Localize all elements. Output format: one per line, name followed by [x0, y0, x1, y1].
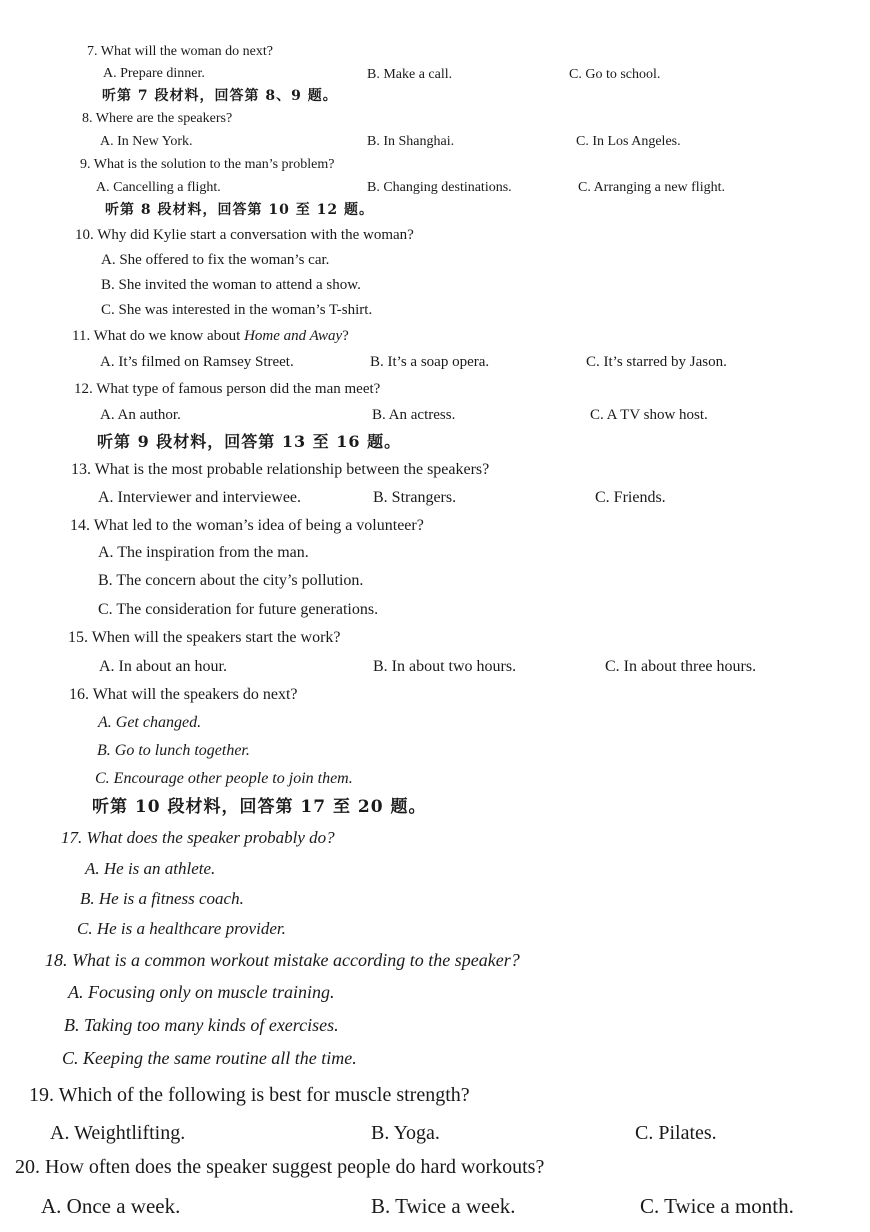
q12-option-b: B. An actress.: [372, 407, 456, 423]
q15-option-c: C. In about three hours.: [605, 658, 757, 675]
q11-stem-text: 11. What do we know about: [72, 328, 245, 344]
q19-option-b: B. Yoga.: [371, 1122, 440, 1144]
q10-option-b: B. She invited the woman to attend a show.: [101, 277, 361, 293]
q11-show-title: Home and Away: [244, 328, 343, 344]
q11-stem-end: ?: [342, 328, 349, 344]
q7-option-c: C. Go to school.: [569, 67, 661, 82]
question-17-stem: 17. What does the speaker probably do?: [61, 828, 335, 847]
q17-option-c: C. He is a healthcare provider.: [77, 919, 286, 938]
question-8-stem: 8. Where are the speakers?: [82, 111, 233, 126]
q17-option-b: B. He is a fitness coach.: [80, 889, 244, 908]
q9-option-b: B. Changing destinations.: [367, 180, 512, 195]
q12-option-c: C. A TV show host.: [590, 407, 708, 423]
question-9-stem: 9. What is the solution to the man’s problem?: [80, 157, 335, 172]
section-heading-9: 听第 9 段材料，回答第 13 至 16 题。: [97, 432, 402, 451]
q14-option-c: C. The consideration for future generations.: [98, 601, 379, 618]
q19-option-a: A. Weightlifting.: [50, 1122, 186, 1144]
question-12-stem: 12. What type of famous person did the man meet?: [74, 381, 381, 397]
q15-option-b: B. In about two hours.: [373, 658, 517, 675]
q16-option-a: A. Get changed.: [98, 714, 202, 731]
q11-option-c: C. It’s starred by Jason.: [586, 354, 727, 370]
question-16-stem: 16. What will the speakers do next?: [69, 686, 298, 703]
q12-option-a: A. An author.: [100, 407, 181, 423]
q8-option-a: A. In New York.: [100, 134, 193, 149]
q9-option-a: A. Cancelling a flight.: [96, 180, 221, 195]
q16-option-b: B. Go to lunch together.: [97, 742, 250, 759]
q20-option-c: C. Twice a month.: [640, 1194, 794, 1218]
q20-option-a: A. Once a week.: [41, 1194, 181, 1218]
q15-option-a: A. In about an hour.: [99, 658, 227, 675]
q10-option-c: C. She was interested in the woman’s T-shirt.: [101, 302, 373, 318]
q20-option-b: B. Twice a week.: [371, 1194, 516, 1218]
q18-option-c: C. Keeping the same routine all the time.: [62, 1048, 357, 1068]
q10-option-a: A. She offered to fix the woman’s car.: [101, 252, 330, 268]
q8-option-b: B. In Shanghai.: [367, 134, 455, 149]
q9-option-c: C. Arranging a new flight.: [578, 180, 725, 195]
q18-option-a: A. Focusing only on muscle training.: [68, 982, 335, 1002]
question-18-stem: 18. What is a common workout mistake according to the speaker?: [45, 950, 520, 970]
q11-option-a: A. It’s filmed on Ramsey Street.: [100, 354, 294, 370]
q7-option-b: B. Make a call.: [367, 67, 453, 82]
question-20-stem: 20. How often does the speaker suggest people do hard workouts?: [15, 1156, 545, 1178]
section-heading-8: 听第 8 段材料，回答第 10 至 12 题。: [105, 202, 374, 218]
q17-option-a: A. He is an athlete.: [85, 859, 216, 878]
q7-option-a: A. Prepare dinner.: [103, 66, 205, 81]
question-13-stem: 13. What is the most probable relationship between the speakers?: [71, 461, 490, 478]
section-heading-10: 听第 10 段材料，回答第 17 至 20 题。: [92, 797, 427, 817]
q14-option-b: B. The concern about the city’s pollution.: [98, 572, 364, 589]
question-15-stem: 15. When will the speakers start the work?: [68, 629, 341, 646]
section-heading-7: 听第 7 段材料，回答第 8、9 题。: [102, 88, 338, 104]
q13-option-c: C. Friends.: [595, 489, 666, 506]
question-19-stem: 19. Which of the following is best for muscle strength?: [29, 1084, 470, 1106]
question-10-stem: 10. Why did Kylie start a conversation with the woman?: [75, 227, 414, 243]
q13-option-b: B. Strangers.: [373, 489, 457, 506]
q13-option-a: A. Interviewer and interviewee.: [98, 489, 302, 506]
q11-option-b: B. It’s a soap opera.: [370, 354, 490, 370]
question-11-stem: [72, 328, 349, 345]
q19-option-c: C. Pilates.: [635, 1122, 717, 1144]
q8-option-c: C. In Los Angeles.: [576, 134, 681, 149]
question-7-stem: 7. What will the woman do next?: [87, 44, 273, 59]
question-14-stem: 14. What led to the woman’s idea of being a volunteer?: [70, 517, 424, 534]
q16-option-c: C. Encourage other people to join them.: [95, 770, 353, 787]
q18-option-b: B. Taking too many kinds of exercises.: [64, 1015, 339, 1035]
q14-option-a: A. The inspiration from the man.: [98, 544, 309, 561]
